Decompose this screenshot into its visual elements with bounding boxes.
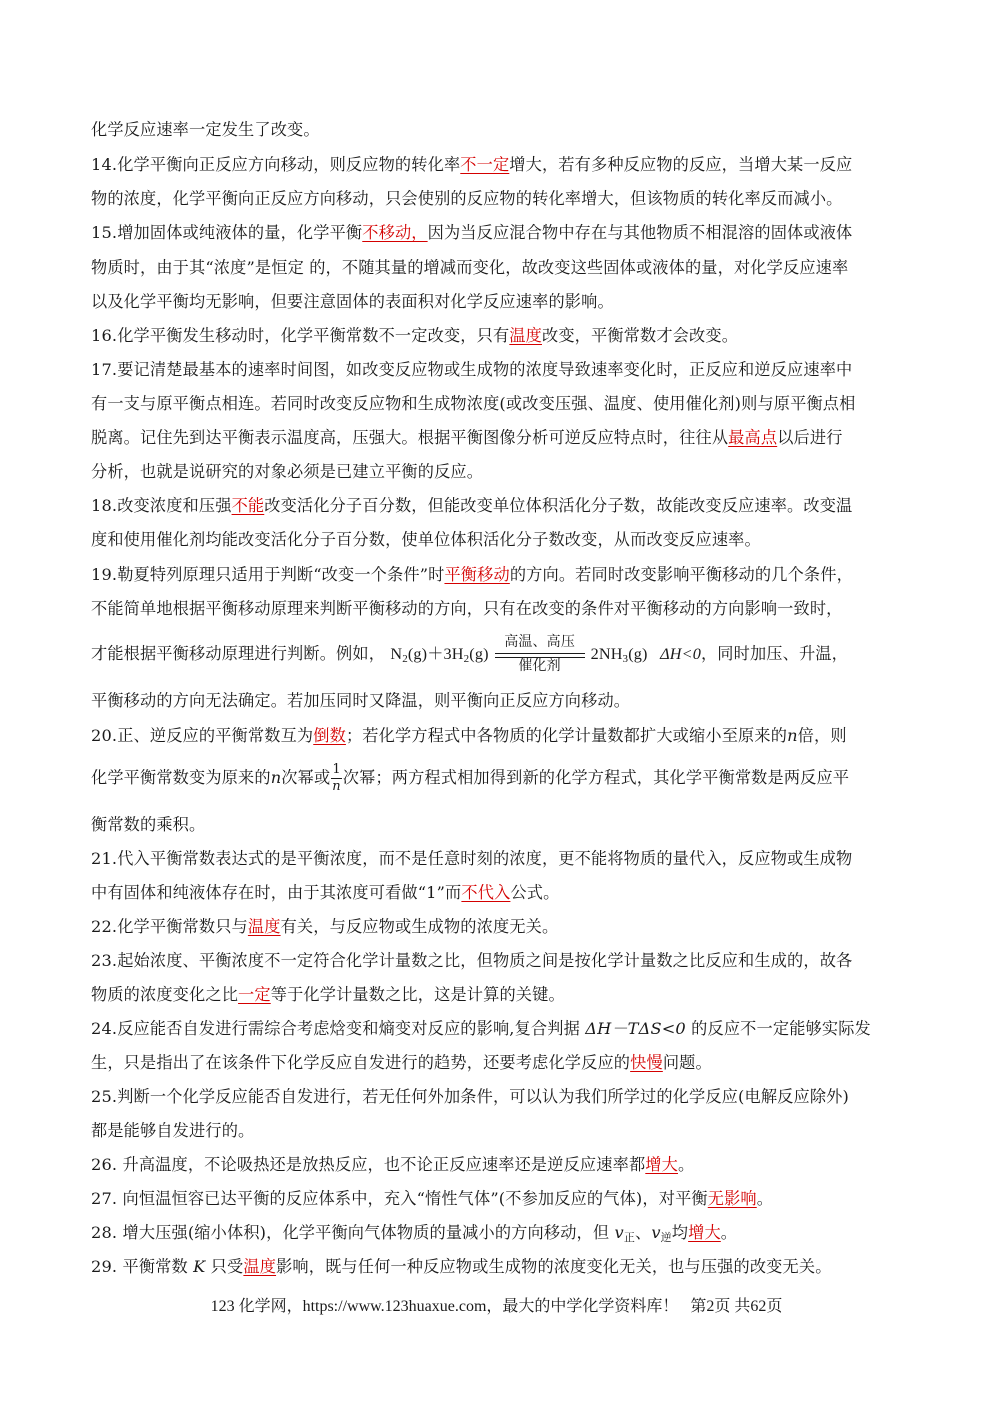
text-run: 物的浓度，化学平衡向正反应方向移动，只会使别的反应物的转化率增大，但该物质的转化率反而减小。 — [91, 189, 843, 208]
text-run: 26. 升高温度，不论吸热还是放热反应，也不论正反应速率还是逆反应速率都 — [91, 1155, 646, 1174]
text-run: ；若化学方程式中各物质的化学计量数都扩大或缩小至原来的 — [345, 726, 788, 745]
text-run: 物质的浓度变化之比 — [91, 985, 239, 1004]
highlight-answer: 不一定 — [460, 155, 510, 174]
highlight-answer: 不能 — [231, 496, 265, 515]
text-line — [91, 1087, 849, 1107]
reaction-condition: 高温、高压 — [504, 635, 575, 651]
text-run: 改变活化分子百分数，但能改变单位体积活化分子数，故能改变反应速率。改变温 — [264, 496, 853, 515]
text-run: 29. 平衡常数 — [91, 1257, 194, 1276]
text-run: 。 — [756, 1189, 774, 1208]
highlight-answer: 最高点 — [728, 428, 778, 447]
text-run: 增大，若有多种反应物的反应，当增大某一反应 — [509, 155, 853, 174]
text-run: 25.判断一个化学反应能否自发进行，若无任何外加条件，可以认为我们所学过的化学反应(电解反应除外) — [91, 1087, 849, 1106]
text-run: 的方向。若同时改变影响平衡移动的几个条件， — [509, 565, 853, 584]
eq-text: (g) — [469, 645, 489, 663]
text-line — [91, 849, 852, 869]
text-line — [91, 691, 630, 711]
text-run: 的反应不一定能够实际发 — [685, 1019, 871, 1038]
text-line — [91, 951, 852, 971]
text-run: 22.化学平衡常数只与 — [91, 917, 248, 936]
text-line — [91, 496, 852, 516]
eq-subscript: 3 — [622, 653, 629, 665]
text-line — [91, 1053, 712, 1073]
eq-text: 2NH — [590, 645, 623, 663]
eq-text: (g) — [628, 645, 648, 663]
text-run: 不能简单地根据平衡移动原理来判断平衡移动的方向，只有在改变的条件对平衡移动的方向影响一致时， — [91, 599, 843, 618]
text-run: 都是能够自发进行的。 — [91, 1121, 255, 1140]
text-run: 有一支与原平衡点相连。若同时改变反应物和生成物浓度(或改变压强、温度、使用催化剂)则与原平衡点相 — [91, 394, 856, 413]
highlight-answer: 温度 — [247, 917, 281, 936]
text-run: 中有固体和纯液体存在时，由于其浓度可看做“1”而 — [91, 883, 462, 902]
text-run: 等于化学计量数之比，这是计算的关键。 — [270, 985, 565, 1004]
text-run: 14.化学平衡向正反应方向移动，则反应物的转化率 — [91, 155, 461, 174]
text-run: 物质时，由于其“浓度”是恒定 的，不随其量的增减而变化，故改变这些固体或液体的量，对化学反应速率 — [91, 258, 849, 277]
enthalpy-change: ΔH<0 — [660, 645, 701, 663]
text-run: 因为当反应混合物中存在与其他物质不相混溶的固体或液体 — [427, 223, 853, 242]
page-footer — [0, 1297, 993, 1317]
text-run: 以后进行 — [777, 428, 843, 447]
text-run: 。 — [677, 1155, 695, 1174]
fraction-numerator: 1 — [332, 762, 341, 777]
text-run: 次幂；两方程式相加得到新的化学方程式，其化学平衡常数是两反应平 — [342, 768, 850, 787]
text-run: 公式。 — [510, 883, 560, 902]
text-run: 影响，既与任何一种反应物或生成物的浓度变化无关，也与压强的改变无关。 — [276, 1257, 832, 1276]
text-run: 17.要记清楚最基本的速率时间图，如改变反应物或生成物的浓度导致速率变化时，正反应和逆反应速率中 — [91, 360, 853, 379]
text-run: 改变，平衡常数才会改变。 — [541, 326, 739, 345]
highlight-answer: 无影响 — [707, 1189, 757, 1208]
fraction-denominator: n — [332, 779, 341, 794]
text-line — [91, 883, 559, 903]
text-run: 、 — [634, 1223, 652, 1242]
highlight-answer: 平衡移动 — [444, 565, 510, 584]
text-line — [91, 155, 852, 175]
math-variable: v — [651, 1223, 661, 1242]
highlight-answer: 不代入 — [461, 883, 511, 902]
text-run: 衡常数的乘积。 — [91, 815, 206, 834]
text-line — [91, 1189, 773, 1209]
math-variable: K — [193, 1257, 206, 1276]
highlight-answer: 快慢 — [630, 1053, 663, 1072]
highlight-answer: 倒数 — [313, 726, 346, 745]
text-run: 平衡移动的方向无法确定。若加压同时又降温，则平衡向正反应方向移动。 — [91, 691, 631, 710]
text-run: 度和使用催化剂均能改变活化分子百分数，使单位体积活化分子数改变，从而改变反应速率。 — [91, 530, 761, 549]
text-line — [91, 634, 848, 679]
highlight-answer: 温度 — [509, 326, 542, 345]
math-variable: v — [614, 1223, 624, 1242]
text-line — [91, 394, 855, 414]
text-line — [91, 985, 565, 1005]
highlight-answer: 增大 — [645, 1155, 678, 1174]
text-run: ，同时加压、升温， — [700, 644, 848, 663]
math-variable: n — [787, 726, 798, 745]
text-run: 27. 向恒温恒容已达平衡的反应体系中，充入“惰性气体”(不参加反应的气体)，对平衡 — [91, 1189, 708, 1208]
text-line — [91, 360, 852, 380]
text-line — [91, 917, 558, 937]
text-line — [91, 292, 614, 312]
highlight-answer: 增大 — [688, 1223, 721, 1242]
text-run: 以及化学平衡均无影响，但要注意固体的表面积对化学反应速率的影响。 — [91, 292, 614, 311]
text-run: 15.增加固体或纯液体的量，化学平衡 — [91, 223, 363, 242]
text-run: 24.反应能否自发进行需综合考虑焓变和熵变对反应的影响,复合判据 — [91, 1019, 586, 1038]
text-run: 。 — [720, 1223, 738, 1242]
text-line — [91, 1155, 694, 1175]
chemical-equation — [390, 634, 701, 679]
arrow-line — [495, 653, 585, 654]
text-line — [91, 223, 852, 243]
highlight-answer: 不移动， — [362, 223, 428, 242]
text-line — [91, 462, 483, 482]
text-line — [91, 1121, 254, 1141]
text-line — [91, 1257, 832, 1277]
text-run: 问题。 — [662, 1053, 712, 1072]
text-run: 23.起始浓度、平衡浓度不一定符合化学计量数之比，但物质之间是按化学计量数之比反应和生成的，故各 — [91, 951, 853, 970]
free-energy-formula: ΔH－TΔS<0 — [585, 1019, 686, 1038]
text-line — [91, 726, 847, 746]
eq-text: N — [390, 645, 403, 663]
text-run: 倍，则 — [797, 726, 847, 745]
text-line — [91, 1223, 737, 1248]
text-run: 16.化学平衡发生移动时，化学平衡常数不一定改变，只有 — [91, 326, 510, 345]
eq-subscript: 逆 — [660, 1231, 672, 1244]
text-run: 化学平衡常数变为原来的 — [91, 768, 271, 787]
text-run: 20.正、逆反应的平衡常数互为 — [91, 726, 314, 745]
highlight-answer: 一定 — [238, 985, 271, 1004]
text-run: 28. 增大压强(缩小体积)，化学平衡向气体物质的量减小的方向移动，但 — [91, 1223, 615, 1242]
text-line — [91, 760, 849, 796]
text-line — [91, 428, 843, 448]
text-line — [91, 565, 853, 585]
text-run: 均 — [671, 1223, 689, 1242]
math-variable: n — [270, 768, 282, 787]
text-run: 脱离。记住先到达平衡表示温度高，压强大。根据平衡图像分析可逆反应特点时，往往从 — [91, 428, 729, 447]
eq-subscript: 2 — [463, 653, 470, 665]
footer-site: 123 化学网，https://www.123huaxue.com，最大的中学化学资料库！ — [210, 1298, 679, 1315]
text-run: 化学反应速率一定发生了改变。 — [91, 120, 320, 139]
text-run: 只受 — [205, 1257, 244, 1276]
page-number: 第2页 共62页 — [690, 1298, 783, 1315]
text-run: 生，只是指出了在该条件下化学反应自发进行的趋势，还要考虑化学反应的 — [91, 1053, 631, 1072]
reaction-catalyst: 催化剂 — [518, 659, 561, 675]
text-run: 才能根据平衡移动原理进行判断。例如， — [91, 644, 386, 663]
highlight-answer: 温度 — [243, 1257, 277, 1276]
text-line — [91, 1019, 871, 1039]
text-run: 有关，与反应物或生成物的浓度无关。 — [280, 917, 559, 936]
fraction — [331, 762, 341, 795]
text-line — [91, 189, 843, 209]
text-run: 次幂或 — [281, 768, 331, 787]
text-run: 21.代入平衡常数表达式的是平衡浓度，而不是任意时刻的浓度，更不能将物质的量代入，反应物或生成物 — [91, 849, 853, 868]
eq-subscript: 2 — [402, 653, 408, 665]
text-run: 18.改变浓度和压强 — [91, 496, 232, 515]
text-run: 分析，也就是说研究的对象必须是已建立平衡的反应。 — [91, 462, 484, 481]
eq-subscript: 正 — [623, 1231, 635, 1244]
text-line — [91, 530, 761, 550]
text-line — [91, 599, 843, 619]
text-line — [91, 258, 848, 278]
equilibrium-arrow — [491, 635, 589, 675]
text-line — [91, 815, 205, 835]
eq-text: (g)＋3H — [407, 645, 464, 663]
text-run: 19.勒夏特列原理只适用于判断“改变一个条件”时 — [91, 565, 445, 584]
text-line — [91, 326, 738, 346]
text-line — [91, 120, 320, 140]
